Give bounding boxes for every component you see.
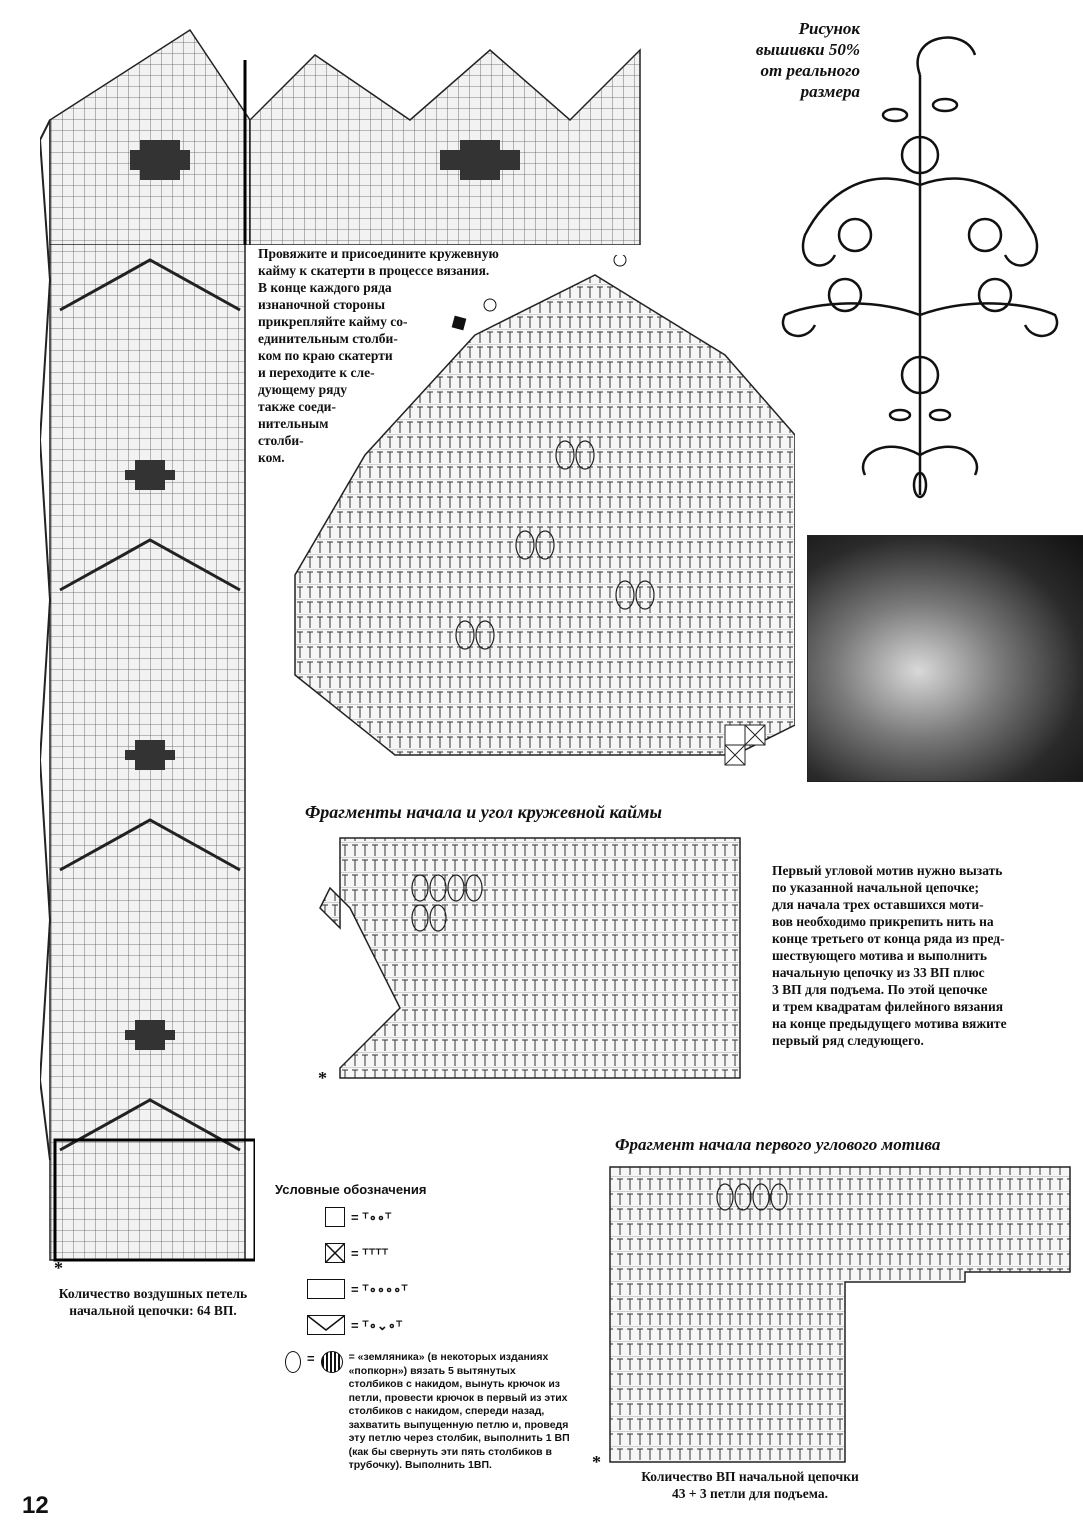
instr-line: ком по краю скатерти: [258, 348, 393, 363]
legend-meaning: = ⸆⸆⸆⸆: [351, 1246, 389, 1261]
legend-meaning: = ⸆∘∘⸆: [351, 1210, 392, 1225]
popcorn-line: = «земляника» (в некоторых изданиях: [348, 1351, 549, 1363]
instr-line: кайму к скатерти в процессе вязания.: [258, 263, 490, 278]
instr-line: столби-: [258, 433, 304, 448]
motif-start-marker: *: [592, 1452, 601, 1472]
legend-title: Условные обозначения: [275, 1182, 427, 1197]
popcorn-line: петли, провести крючок в первый из этих: [348, 1391, 568, 1404]
legend-popcorn: [285, 1351, 605, 1473]
motif-instructions: [772, 862, 1072, 1049]
instr-line: нительным: [258, 416, 329, 431]
first-motif-graphic: [605, 1162, 1075, 1467]
motif-count-line: Количество ВП начальной цепочки: [641, 1469, 859, 1484]
legend: [275, 1182, 605, 1473]
wide-rectangle-icon: [307, 1279, 345, 1299]
legend-item: [307, 1279, 605, 1299]
legend-item: [325, 1207, 605, 1227]
legend-meaning: = ⸆∘⌄∘⸆: [351, 1318, 403, 1333]
top-border-graphic: [40, 20, 645, 245]
instr-line: начальную цепочку из 33 ВП плюс: [772, 965, 985, 980]
first-motif-chart: [605, 1162, 1075, 1467]
popcorn-line: столбиков с накидом, спереди назад,: [348, 1405, 545, 1417]
page-number: 12: [22, 1492, 49, 1519]
popcorn-line: эту петлю через столбик, выполнить 1 ВП: [348, 1432, 570, 1444]
v-notch-icon: [307, 1315, 345, 1335]
motif-count-line: 43 + 3 петли для подъема.: [671, 1486, 828, 1501]
border-start-marker: *: [54, 1258, 63, 1278]
border-count-line: Количество воздушных петель: [58, 1286, 248, 1301]
border-count-line: начальной цепочки: 64 ВП.: [69, 1303, 237, 1318]
tablecloth-photo: [807, 535, 1083, 782]
corner-chart: [265, 255, 795, 785]
caption-line: от реального: [760, 61, 860, 80]
instr-line: 3 ВП для подъема. По этой цепочке: [772, 982, 988, 997]
popcorn-eq: =: [307, 1351, 315, 1366]
instr-line: по указанной начальной цепочке;: [772, 880, 979, 895]
fragments-title: Фрагменты начала и угол кружевной каймы: [305, 802, 662, 822]
popcorn-line: «попкорн») вязать 5 вытянутых: [348, 1364, 516, 1377]
popcorn-cluster-icon: [321, 1351, 343, 1373]
empty-square-icon: [325, 1207, 345, 1227]
top-border-chart: [40, 20, 645, 245]
motif-count: [600, 1468, 900, 1502]
instr-line: прикрепляйте кайму со-: [258, 314, 408, 329]
instr-line: В конце каждого ряда: [258, 280, 392, 295]
popcorn-description: [349, 1351, 579, 1473]
popcorn-line: столбиков с накидом, вынуть крючок из: [348, 1378, 560, 1390]
instr-line: Провяжите и присоедините кружевную: [258, 246, 499, 261]
border-count: [38, 1285, 268, 1319]
first-motif-title: Фрагмент начала первого углового мотива: [615, 1135, 941, 1154]
popcorn-line: (как бы свернуть эти пять столбиков в: [348, 1445, 552, 1458]
instr-line: ком.: [258, 450, 285, 465]
legend-meaning: = ⸆∘∘∘∘⸆: [351, 1282, 408, 1297]
popcorn-oval-icon: [285, 1351, 301, 1373]
instr-line: Первый угловой мотив нужно вызать: [772, 863, 1003, 878]
caption-line: размера: [800, 82, 860, 101]
floral-embroidery-icon: [765, 15, 1075, 505]
instr-line: изнаночной стороны: [258, 297, 385, 312]
instr-line: и трем квадратам филейного вязания: [772, 999, 1004, 1014]
instr-line: шествующего мотива и выполнить: [772, 948, 988, 963]
caption-line: Рисунок: [798, 19, 860, 38]
instr-line: и переходите к сле-: [258, 365, 375, 380]
instr-line: для начала трех оставшихся моти-: [772, 897, 984, 912]
corner-chart-graphic: [265, 255, 795, 785]
instr-line: конце третьего от конца ряда из пред-: [772, 931, 1005, 946]
legend-item: [325, 1243, 605, 1263]
instr-line: первый ряд следующего.: [772, 1033, 924, 1048]
caption-line: вышивки 50%: [755, 40, 860, 59]
embroidery-drawing: [765, 15, 1075, 505]
instr-line: единительным столби-: [258, 331, 398, 346]
start-fragment-graphic: [300, 828, 750, 1088]
instr-line: вов необходимо прикрепить нить на: [772, 914, 994, 929]
popcorn-line: захватить выпущенную петлю и, проведя: [348, 1418, 569, 1431]
crossed-square-icon: [325, 1243, 345, 1263]
start-marker: *: [318, 1068, 327, 1088]
instr-line: на конце предыдущего мотива вяжите: [772, 1016, 1007, 1031]
instr-line: дующему ряду: [258, 382, 347, 397]
legend-item: [307, 1315, 605, 1335]
instr-line: также соеди-: [258, 399, 336, 414]
popcorn-line: трубочку). Выполнить 1ВП.: [348, 1459, 492, 1471]
start-fragment-chart: [300, 828, 750, 1088]
